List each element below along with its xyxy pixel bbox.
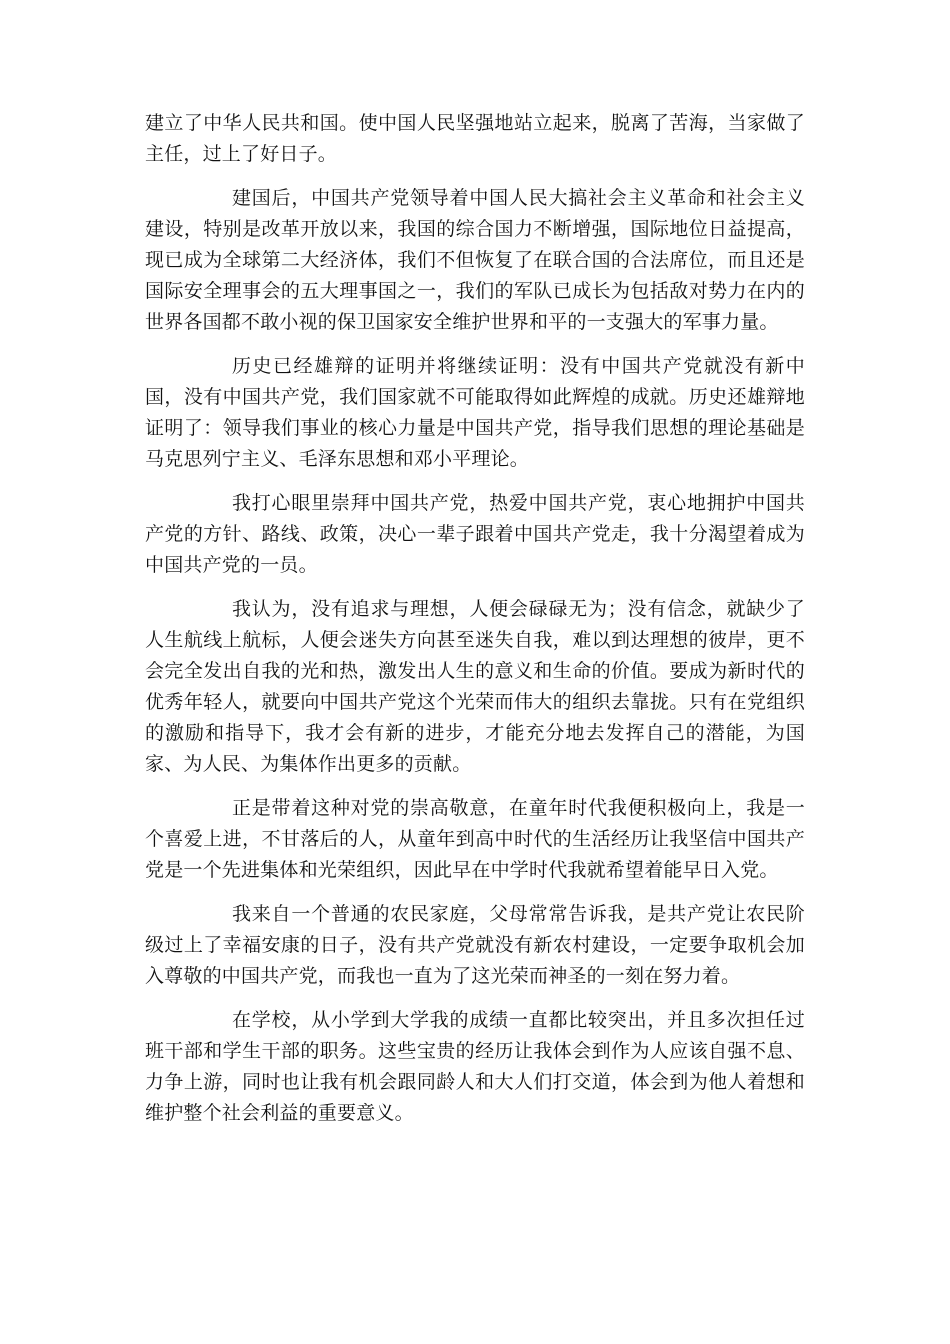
paragraph-2: 建国后，中国共产党领导着中国人民大搞社会主义革命和社会主义建设，特别是改革开放以来，我国的综合国力不断增强，国际地位日益提高，现已成为全球第二大经济体，我们不但恢复了在联合国的合法席位，而且还是国际安全理事会的五大理事国之一，我们的军队已成长为包括敌对势力在内的世界各国都不敢小视的保卫国家安全维护世界和平的一支强大的军事力量。 [145, 187, 805, 333]
document-page [145, 108, 805, 1142]
paragraph-5: 我认为，没有追求与理想，人便会碌碌无为；没有信念，就缺少了人生航线上航标，人便会迷失方向甚至迷失自我，难以到达理想的彼岸，更不会完全发出自我的光和热，激发出人生的意义和生命的价值。要成为新时代的优秀年轻人，就要向中国共产党这个光荣而伟大的组织去靠拢。只有在党组织的激励和指导下，我才会有新的进步，才能充分地去发挥自己的潜能，为国家、为人民、为集体作出更多的贡献。 [145, 598, 805, 775]
paragraph-1: 建立了中华人民共和国。使中国人民坚强地站立起来，脱离了苦海，当家做了主任，过上了好日子。 [145, 112, 805, 165]
paragraph-3: 历史已经雄辩的证明并将继续证明：没有中国共产党就没有新中国，没有中国共产党，我们国家就不可能取得如此辉煌的成就。历史还雄辩地证明了：领导我们事业的核心力量是中国共产党，指导我们思想的理论基础是马克思列宁主义、毛泽东思想和邓小平理论。 [145, 355, 805, 470]
paragraph-7: 我来自一个普通的农民家庭，父母常常告诉我，是共产党让农民阶级过上了幸福安康的日子，没有共产党就没有新农村建设，一定要争取机会加入尊敬的中国共产党，而我也一直为了这光荣而神圣的一刻在努力着。 [145, 903, 805, 987]
paragraph-8: 在学校，从小学到大学我的成绩一直都比较突出，并且多次担任过班干部和学生干部的职务。这些宝贵的经历让我体会到作为人应该自强不息、力争上游，同时也让我有机会跟同龄人和大人们打交道，体会到为他人着想和维护整个社会利益的重要意义。 [145, 1009, 805, 1124]
paragraph-6: 正是带着这种对党的崇高敬意，在童年时代我便积极向上，我是一个喜爱上进，不甘落后的人，从童年到高中时代的生活经历让我坚信中国共产党是一个先进集体和光荣组织，因此早在中学时代我就希望着能早日入党。 [145, 797, 805, 881]
paragraph-4: 我打心眼里崇拜中国共产党，热爱中国共产党，衷心地拥护中国共产党的方针、路线、政策，决心一辈子跟着中国共产党走，我十分渴望着成为中国共产党的一员。 [145, 492, 805, 576]
